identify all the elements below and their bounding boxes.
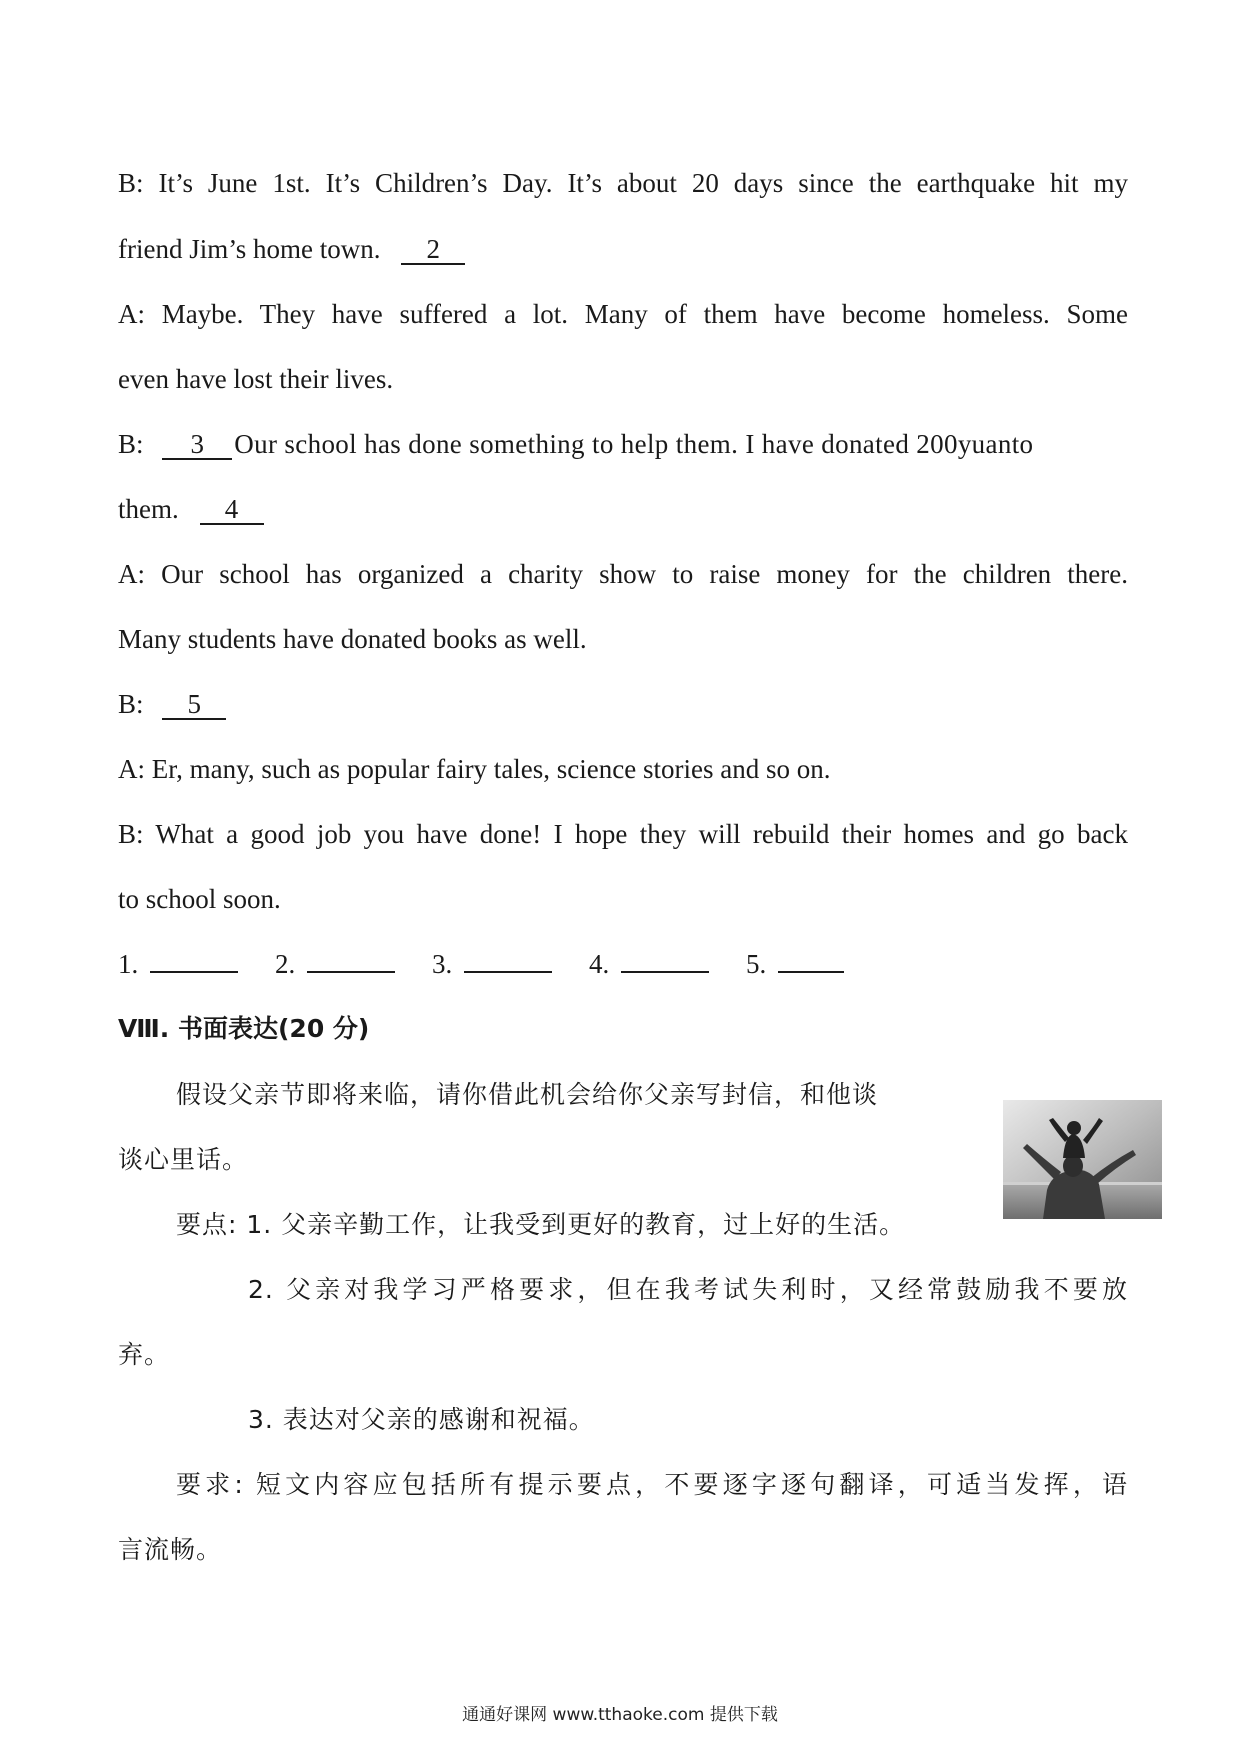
father-child-photo: [1003, 1100, 1162, 1219]
speaker-label: B:: [118, 429, 144, 459]
dialogue-line: B: It’s June 1st. It’s Children’s Day. It’s about 20 days since the earthquake hit my: [118, 168, 1128, 198]
answer-label: 3.: [432, 949, 453, 979]
answer-line-1[interactable]: [150, 947, 238, 973]
answer-label: 5.: [746, 949, 767, 979]
dialogue-text: Our school has done something to help them. I have donated 200yuanto: [234, 429, 1034, 459]
key-point-2: 2. 父亲对我学习严格要求，但在我考试失利时，又经常鼓励我不要放: [248, 1275, 1128, 1304]
dialogue-line: [118, 687, 1128, 721]
answer-blank-3: 3: [162, 430, 232, 460]
answer-blank-2: 2: [401, 235, 465, 265]
requirement-text: 要求: 短文内容应包括所有提示要点，不要逐字逐句翻译，可适当发挥，语: [176, 1470, 1128, 1499]
answer-label: 1.: [118, 949, 139, 979]
dialogue-text: friend Jim’s home town.: [118, 234, 381, 264]
key-point-2-cont: 弃。: [118, 1340, 171, 1369]
dialogue-line: to school soon.: [118, 884, 281, 914]
answer-blank-4: 4: [200, 495, 264, 525]
answer-line-4[interactable]: [621, 947, 709, 973]
dialogue-line: A: Er, many, such as popular fairy tales, science stories and so on.: [118, 754, 831, 784]
dialogue-line: A: Our school has organized a charity show to raise money for the children there.: [118, 559, 1128, 589]
dialogue-line: Many students have donated books as well.: [118, 624, 587, 654]
dialogue-line: [118, 492, 1128, 526]
dialogue-line: B: What a good job you have done! I hope they will rebuild their homes and go back: [118, 819, 1128, 849]
prompt-text: 谈心里话。: [118, 1145, 249, 1174]
dialogue-line: [118, 232, 1128, 266]
dialogue-line: even have lost their lives.: [118, 364, 394, 394]
key-point-1: 要点: 1. 父亲辛勤工作，让我受到更好的教育，过上好的生活。: [176, 1210, 906, 1239]
dialogue-text: them.: [118, 494, 179, 524]
answer-line-2[interactable]: [307, 947, 395, 973]
page-footer: 通通好课网 www.tthaoke.com 提供下载: [462, 1705, 778, 1725]
answer-line-3[interactable]: [464, 947, 552, 973]
section-heading: Ⅷ. 书面表达(20 分): [118, 1014, 370, 1043]
answer-row: [118, 947, 1128, 981]
answer-label: 2.: [275, 949, 296, 979]
answer-blank-5: 5: [162, 690, 226, 720]
speaker-label: B:: [118, 689, 144, 719]
key-point-3: 3. 表达对父亲的感谢和祝福。: [248, 1405, 595, 1434]
dialogue-line: [118, 427, 1128, 461]
answer-line-5[interactable]: [778, 947, 844, 973]
prompt-text: 假设父亲节即将来临，请你借此机会给你父亲写封信，和他谈: [176, 1080, 879, 1109]
answer-label: 4.: [589, 949, 610, 979]
dialogue-line: A: Maybe. They have suffered a lot. Many of them have become homeless. Some: [118, 299, 1128, 329]
requirement-text-cont: 言流畅。: [118, 1535, 223, 1564]
